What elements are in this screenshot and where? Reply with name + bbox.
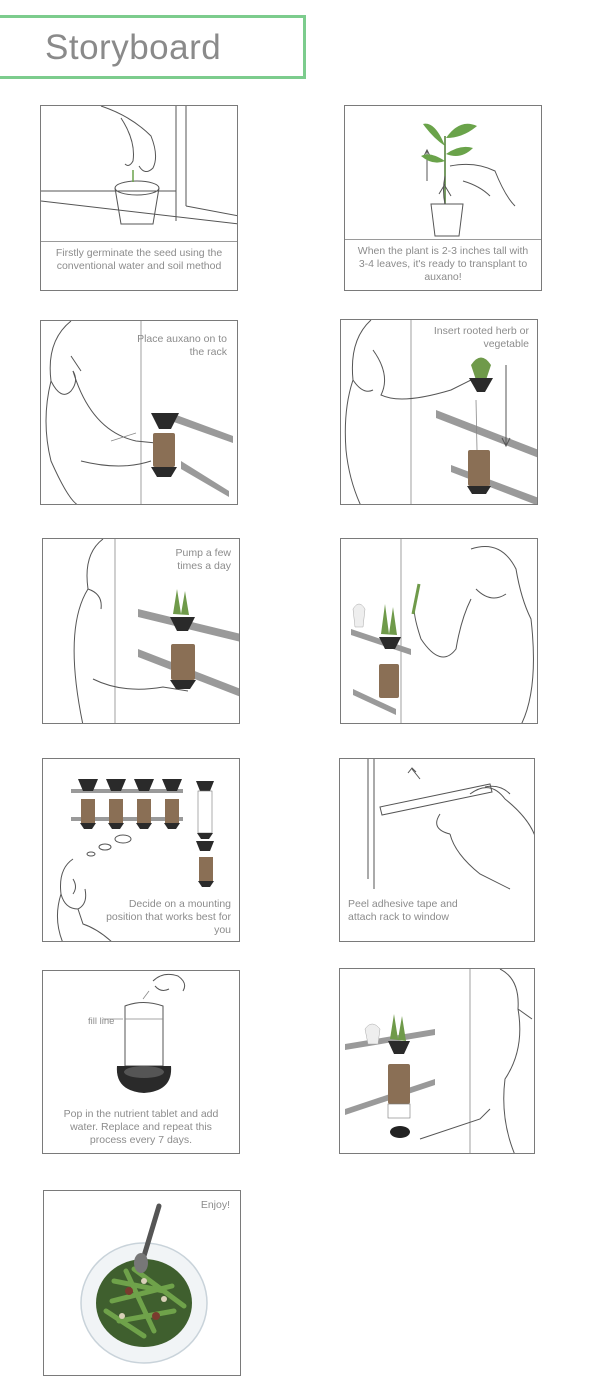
panel-refill (339, 968, 535, 1154)
refill-illustration (340, 969, 535, 1154)
panel-attach-rack (339, 758, 535, 942)
salad-bowl-illustration (44, 1191, 241, 1376)
panel-place-on-rack (40, 320, 238, 505)
page-title: Storyboard (45, 28, 222, 67)
panel-harvest (340, 538, 538, 724)
caption-insert-herb: Insert rooted herb or vegetable (433, 325, 529, 350)
panel-pump (42, 538, 240, 724)
panel-seedling (344, 105, 542, 291)
caption-seedling: When the plant is 2-3 inches tall with 3-4 leaves, it's ready to transplant to auxano! (357, 245, 529, 283)
caption-divider (345, 239, 541, 240)
title-box (0, 15, 306, 79)
caption-place-rack: Place auxano on to the rack (137, 333, 227, 358)
caption-pump: Pump a few times a day (175, 547, 231, 572)
caption-attach-rack: Peel adhesive tape and attach rack to window (348, 898, 458, 923)
panel-nutrient-tablet (42, 970, 240, 1154)
panel-enjoy (43, 1190, 241, 1376)
caption-nutrient-tablet: Pop in the nutrient tablet and add water. Replace and repeat this process every 7 days. (63, 1108, 219, 1146)
panel-mounting-position (42, 758, 240, 942)
panel-insert-herb (340, 319, 538, 505)
caption-enjoy: Enjoy! (200, 1199, 230, 1211)
caption-germinate: Firstly germinate the seed using the conventional water and soil method (55, 247, 223, 272)
caption-mounting-position: Decide on a mounting position that works best for you (106, 898, 231, 936)
harvest-illustration (341, 539, 538, 724)
fill-line-label: fill line (88, 1016, 115, 1027)
caption-divider (41, 241, 237, 242)
panel-germinate (40, 105, 238, 291)
